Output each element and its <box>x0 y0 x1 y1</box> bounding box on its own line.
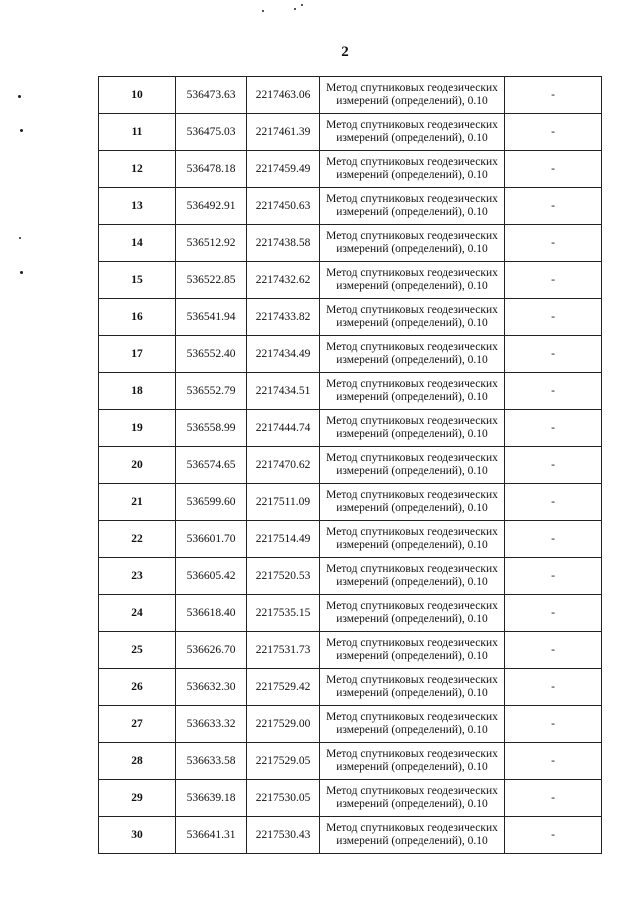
method-accuracy-cell: Метод спутниковых геодезических измерений (определений), 0.10 <box>320 188 505 225</box>
y-coordinate-cell: 2217511.09 <box>247 484 320 521</box>
y-coordinate-cell: 2217438.58 <box>247 225 320 262</box>
method-accuracy-cell: Метод спутниковых геодезических измерений (определений), 0.10 <box>320 77 505 114</box>
table-row <box>99 77 602 114</box>
method-accuracy-cell: Метод спутниковых геодезических измерений (определений), 0.10 <box>320 114 505 151</box>
note-cell: - <box>505 447 602 484</box>
x-coordinate-cell: 536632.30 <box>176 669 247 706</box>
x-coordinate-cell: 536641.31 <box>176 817 247 854</box>
note-cell: - <box>505 299 602 336</box>
note-cell: - <box>505 151 602 188</box>
method-accuracy-cell: Метод спутниковых геодезических измерений (определений), 0.10 <box>320 299 505 336</box>
table-row <box>99 780 602 817</box>
x-coordinate-cell: 536639.18 <box>176 780 247 817</box>
method-accuracy-cell: Метод спутниковых геодезических измерений (определений), 0.10 <box>320 595 505 632</box>
y-coordinate-cell: 2217444.74 <box>247 410 320 447</box>
y-coordinate-cell: 2217470.62 <box>247 447 320 484</box>
point-number-cell: 28 <box>99 743 176 780</box>
method-accuracy-cell: Метод спутниковых геодезических измерений (определений), 0.10 <box>320 151 505 188</box>
table-row <box>99 558 602 595</box>
x-coordinate-cell: 536552.79 <box>176 373 247 410</box>
x-coordinate-cell: 536522.85 <box>176 262 247 299</box>
method-accuracy-cell: Метод спутниковых геодезических измерений (определений), 0.10 <box>320 669 505 706</box>
scan-speck <box>262 10 264 12</box>
point-number-cell: 30 <box>99 817 176 854</box>
x-coordinate-cell: 536618.40 <box>176 595 247 632</box>
method-accuracy-cell: Метод спутниковых геодезических измерений (определений), 0.10 <box>320 558 505 595</box>
point-number-cell: 21 <box>99 484 176 521</box>
x-coordinate-cell: 536605.42 <box>176 558 247 595</box>
y-coordinate-cell: 2217434.49 <box>247 336 320 373</box>
method-accuracy-cell: Метод спутниковых геодезических измерений (определений), 0.10 <box>320 447 505 484</box>
note-cell: - <box>505 484 602 521</box>
point-number-cell: 19 <box>99 410 176 447</box>
point-number-cell: 24 <box>99 595 176 632</box>
note-cell: - <box>505 706 602 743</box>
method-accuracy-cell: Метод спутниковых геодезических измерений (определений), 0.10 <box>320 225 505 262</box>
note-cell: - <box>505 336 602 373</box>
scan-speck <box>294 8 296 10</box>
table-row <box>99 188 602 225</box>
point-number-cell: 13 <box>99 188 176 225</box>
table-row <box>99 410 602 447</box>
y-coordinate-cell: 2217433.82 <box>247 299 320 336</box>
method-accuracy-cell: Метод спутниковых геодезических измерений (определений), 0.10 <box>320 780 505 817</box>
method-accuracy-cell: Метод спутниковых геодезических измерений (определений), 0.10 <box>320 373 505 410</box>
method-accuracy-cell: Метод спутниковых геодезических измерений (определений), 0.10 <box>320 817 505 854</box>
point-number-cell: 29 <box>99 780 176 817</box>
note-cell: - <box>505 743 602 780</box>
x-coordinate-cell: 536599.60 <box>176 484 247 521</box>
coordinates-table <box>98 76 602 854</box>
note-cell: - <box>505 780 602 817</box>
table-row <box>99 521 602 558</box>
point-number-cell: 11 <box>99 114 176 151</box>
point-number-cell: 22 <box>99 521 176 558</box>
x-coordinate-cell: 536601.70 <box>176 521 247 558</box>
note-cell: - <box>505 188 602 225</box>
table-row <box>99 151 602 188</box>
scan-speck <box>20 271 23 274</box>
note-cell: - <box>505 521 602 558</box>
note-cell: - <box>505 373 602 410</box>
method-accuracy-cell: Метод спутниковых геодезических измерений (определений), 0.10 <box>320 743 505 780</box>
note-cell: - <box>505 558 602 595</box>
x-coordinate-cell: 536558.99 <box>176 410 247 447</box>
y-coordinate-cell: 2217529.00 <box>247 706 320 743</box>
point-number-cell: 14 <box>99 225 176 262</box>
table-row <box>99 669 602 706</box>
point-number-cell: 15 <box>99 262 176 299</box>
y-coordinate-cell: 2217530.05 <box>247 780 320 817</box>
note-cell: - <box>505 632 602 669</box>
y-coordinate-cell: 2217450.63 <box>247 188 320 225</box>
table-row <box>99 632 602 669</box>
scan-speck <box>20 129 23 132</box>
table-row <box>99 447 602 484</box>
point-number-cell: 18 <box>99 373 176 410</box>
y-coordinate-cell: 2217432.62 <box>247 262 320 299</box>
x-coordinate-cell: 536473.63 <box>176 77 247 114</box>
note-cell: - <box>505 669 602 706</box>
method-accuracy-cell: Метод спутниковых геодезических измерений (определений), 0.10 <box>320 336 505 373</box>
page-number: 2 <box>341 44 349 60</box>
table-row <box>99 336 602 373</box>
y-coordinate-cell: 2217514.49 <box>247 521 320 558</box>
point-number-cell: 10 <box>99 77 176 114</box>
coordinates-table-body <box>99 77 602 854</box>
y-coordinate-cell: 2217463.06 <box>247 77 320 114</box>
table-row <box>99 262 602 299</box>
table-row <box>99 299 602 336</box>
note-cell: - <box>505 77 602 114</box>
x-coordinate-cell: 536512.92 <box>176 225 247 262</box>
scan-speck <box>18 95 21 98</box>
y-coordinate-cell: 2217520.53 <box>247 558 320 595</box>
table-row <box>99 595 602 632</box>
note-cell: - <box>505 410 602 447</box>
note-cell: - <box>505 114 602 151</box>
note-cell: - <box>505 225 602 262</box>
scan-speck <box>19 237 21 239</box>
note-cell: - <box>505 817 602 854</box>
y-coordinate-cell: 2217459.49 <box>247 151 320 188</box>
y-coordinate-cell: 2217529.05 <box>247 743 320 780</box>
y-coordinate-cell: 2217535.15 <box>247 595 320 632</box>
method-accuracy-cell: Метод спутниковых геодезических измерений (определений), 0.10 <box>320 484 505 521</box>
table-row <box>99 706 602 743</box>
point-number-cell: 12 <box>99 151 176 188</box>
point-number-cell: 27 <box>99 706 176 743</box>
note-cell: - <box>505 595 602 632</box>
x-coordinate-cell: 536475.03 <box>176 114 247 151</box>
method-accuracy-cell: Метод спутниковых геодезических измерений (определений), 0.10 <box>320 706 505 743</box>
x-coordinate-cell: 536492.91 <box>176 188 247 225</box>
x-coordinate-cell: 536478.18 <box>176 151 247 188</box>
scan-speck <box>301 4 303 6</box>
y-coordinate-cell: 2217434.51 <box>247 373 320 410</box>
y-coordinate-cell: 2217461.39 <box>247 114 320 151</box>
note-cell: - <box>505 262 602 299</box>
point-number-cell: 25 <box>99 632 176 669</box>
point-number-cell: 16 <box>99 299 176 336</box>
y-coordinate-cell: 2217530.43 <box>247 817 320 854</box>
table-row <box>99 743 602 780</box>
method-accuracy-cell: Метод спутниковых геодезических измерений (определений), 0.10 <box>320 521 505 558</box>
point-number-cell: 26 <box>99 669 176 706</box>
method-accuracy-cell: Метод спутниковых геодезических измерений (определений), 0.10 <box>320 632 505 669</box>
x-coordinate-cell: 536633.58 <box>176 743 247 780</box>
x-coordinate-cell: 536552.40 <box>176 336 247 373</box>
point-number-cell: 17 <box>99 336 176 373</box>
method-accuracy-cell: Метод спутниковых геодезических измерений (определений), 0.10 <box>320 410 505 447</box>
y-coordinate-cell: 2217529.42 <box>247 669 320 706</box>
table-row <box>99 114 602 151</box>
point-number-cell: 20 <box>99 447 176 484</box>
point-number-cell: 23 <box>99 558 176 595</box>
method-accuracy-cell: Метод спутниковых геодезических измерений (определений), 0.10 <box>320 262 505 299</box>
x-coordinate-cell: 536633.32 <box>176 706 247 743</box>
table-row <box>99 225 602 262</box>
x-coordinate-cell: 536574.65 <box>176 447 247 484</box>
x-coordinate-cell: 536626.70 <box>176 632 247 669</box>
x-coordinate-cell: 536541.94 <box>176 299 247 336</box>
y-coordinate-cell: 2217531.73 <box>247 632 320 669</box>
table-row <box>99 484 602 521</box>
table-row <box>99 817 602 854</box>
table-row <box>99 373 602 410</box>
